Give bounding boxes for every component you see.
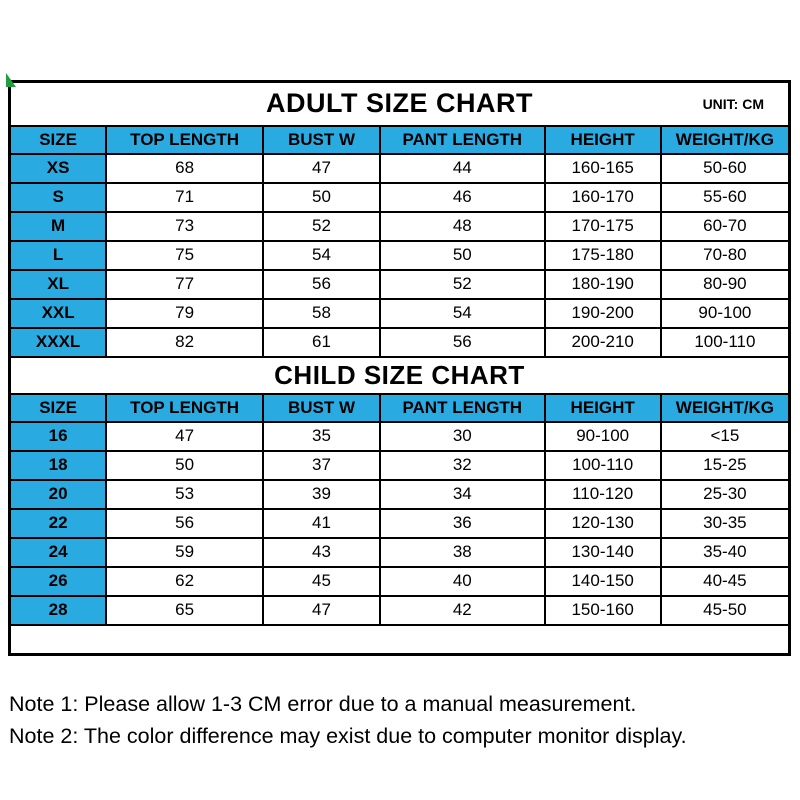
size-label-cell: S xyxy=(10,183,107,212)
child-chart-title: CHILD SIZE CHART xyxy=(274,359,525,390)
column-header-weight-kg: WEIGHT/KG xyxy=(661,126,790,154)
value-cell: 190-200 xyxy=(545,299,661,328)
size-label-cell: 28 xyxy=(10,596,107,625)
note-2-text: Note 2: The color difference may exist due to computer monitor display. xyxy=(9,724,687,748)
value-cell: 70-80 xyxy=(661,241,790,270)
size-label-cell: XXL xyxy=(10,299,107,328)
value-cell: 71 xyxy=(106,183,263,212)
size-label-cell: L xyxy=(10,241,107,270)
column-header-weight-kg: WEIGHT/KG xyxy=(661,394,790,422)
table-footer-spacer-cell xyxy=(10,625,790,655)
value-cell: 40 xyxy=(380,567,545,596)
value-cell: 170-175 xyxy=(545,212,661,241)
value-cell: 90-100 xyxy=(545,422,661,451)
value-cell: 56 xyxy=(263,270,380,299)
column-header-bust-w: BUST W xyxy=(263,394,380,422)
value-cell: 50 xyxy=(106,451,263,480)
column-header-top-length: TOP LENGTH xyxy=(106,394,263,422)
value-cell: 79 xyxy=(106,299,263,328)
value-cell: 52 xyxy=(380,270,545,299)
table-row xyxy=(10,270,790,299)
value-cell: 100-110 xyxy=(545,451,661,480)
value-cell: 32 xyxy=(380,451,545,480)
column-header-bust-w: BUST W xyxy=(263,126,380,154)
size-label-cell: 16 xyxy=(10,422,107,451)
value-cell: 90-100 xyxy=(661,299,790,328)
value-cell: 47 xyxy=(106,422,263,451)
adult-header-row xyxy=(10,126,790,154)
value-cell: 50-60 xyxy=(661,154,790,183)
value-cell: 200-210 xyxy=(545,328,661,357)
column-header-pant-length: PANT LENGTH xyxy=(380,126,545,154)
size-label-cell: M xyxy=(10,212,107,241)
adult-data-rows xyxy=(10,154,790,357)
value-cell: 34 xyxy=(380,480,545,509)
value-cell: 30-35 xyxy=(661,509,790,538)
size-label-cell: XS xyxy=(10,154,107,183)
value-cell: 60-70 xyxy=(661,212,790,241)
table-row xyxy=(10,299,790,328)
notes-block xyxy=(9,688,687,752)
value-cell: 39 xyxy=(263,480,380,509)
child-header-row xyxy=(10,394,790,422)
value-cell: 30 xyxy=(380,422,545,451)
size-label-cell: 22 xyxy=(10,509,107,538)
size-label-cell: XL xyxy=(10,270,107,299)
unit-label: UNIT: CM xyxy=(702,95,764,112)
value-cell: 73 xyxy=(106,212,263,241)
value-cell: 150-160 xyxy=(545,596,661,625)
value-cell: 65 xyxy=(106,596,263,625)
value-cell: 175-180 xyxy=(545,241,661,270)
adult-chart-title: ADULT SIZE CHART xyxy=(266,88,533,119)
table-row xyxy=(10,567,790,596)
value-cell: 50 xyxy=(380,241,545,270)
table-row xyxy=(10,422,790,451)
value-cell: 45 xyxy=(263,567,380,596)
value-cell: 110-120 xyxy=(545,480,661,509)
value-cell: 15-25 xyxy=(661,451,790,480)
value-cell: 80-90 xyxy=(661,270,790,299)
value-cell: 37 xyxy=(263,451,380,480)
column-header-height: HEIGHT xyxy=(545,394,661,422)
column-header-size: SIZE xyxy=(10,126,107,154)
value-cell: 77 xyxy=(106,270,263,299)
value-cell: 140-150 xyxy=(545,567,661,596)
size-label-cell: 20 xyxy=(10,480,107,509)
value-cell: 160-165 xyxy=(545,154,661,183)
table-row xyxy=(10,241,790,270)
table-footer-spacer-row xyxy=(10,625,790,655)
value-cell: 59 xyxy=(106,538,263,567)
adult-title-cell xyxy=(10,82,790,126)
value-cell: 120-130 xyxy=(545,509,661,538)
child-data-rows xyxy=(10,422,790,625)
value-cell: 54 xyxy=(263,241,380,270)
value-cell: 36 xyxy=(380,509,545,538)
value-cell: 41 xyxy=(263,509,380,538)
size-chart-table-container xyxy=(8,80,791,656)
size-chart-table xyxy=(8,80,791,656)
value-cell: 44 xyxy=(380,154,545,183)
table-row xyxy=(10,328,790,357)
value-cell: 82 xyxy=(106,328,263,357)
table-row xyxy=(10,596,790,625)
value-cell: 56 xyxy=(106,509,263,538)
value-cell: 55-60 xyxy=(661,183,790,212)
value-cell: 53 xyxy=(106,480,263,509)
column-header-height: HEIGHT xyxy=(545,126,661,154)
value-cell: 46 xyxy=(380,183,545,212)
table-row xyxy=(10,183,790,212)
value-cell: 54 xyxy=(380,299,545,328)
value-cell: 40-45 xyxy=(661,567,790,596)
value-cell: 35-40 xyxy=(661,538,790,567)
column-header-size: SIZE xyxy=(10,394,107,422)
value-cell: 130-140 xyxy=(545,538,661,567)
size-label-cell: XXXL xyxy=(10,328,107,357)
value-cell: 47 xyxy=(263,596,380,625)
value-cell: 180-190 xyxy=(545,270,661,299)
column-header-top-length: TOP LENGTH xyxy=(106,126,263,154)
size-label-cell: 26 xyxy=(10,567,107,596)
adult-title-row xyxy=(10,82,790,126)
value-cell: 100-110 xyxy=(661,328,790,357)
table-row xyxy=(10,509,790,538)
value-cell: 61 xyxy=(263,328,380,357)
table-row xyxy=(10,451,790,480)
table-row xyxy=(10,480,790,509)
value-cell: 56 xyxy=(380,328,545,357)
value-cell: 58 xyxy=(263,299,380,328)
column-header-pant-length: PANT LENGTH xyxy=(380,394,545,422)
size-label-cell: 24 xyxy=(10,538,107,567)
value-cell: <15 xyxy=(661,422,790,451)
note-1-text: Note 1: Please allow 1-3 CM error due to a manual measurement. xyxy=(9,692,637,716)
value-cell: 45-50 xyxy=(661,596,790,625)
value-cell: 38 xyxy=(380,538,545,567)
child-title-cell xyxy=(10,357,790,394)
value-cell: 62 xyxy=(106,567,263,596)
value-cell: 35 xyxy=(263,422,380,451)
value-cell: 50 xyxy=(263,183,380,212)
value-cell: 160-170 xyxy=(545,183,661,212)
table-row xyxy=(10,538,790,567)
child-title-row xyxy=(10,357,790,394)
value-cell: 75 xyxy=(106,241,263,270)
value-cell: 25-30 xyxy=(661,480,790,509)
value-cell: 48 xyxy=(380,212,545,241)
table-row xyxy=(10,212,790,241)
value-cell: 47 xyxy=(263,154,380,183)
value-cell: 68 xyxy=(106,154,263,183)
value-cell: 42 xyxy=(380,596,545,625)
table-row xyxy=(10,154,790,183)
value-cell: 43 xyxy=(263,538,380,567)
value-cell: 52 xyxy=(263,212,380,241)
size-label-cell: 18 xyxy=(10,451,107,480)
